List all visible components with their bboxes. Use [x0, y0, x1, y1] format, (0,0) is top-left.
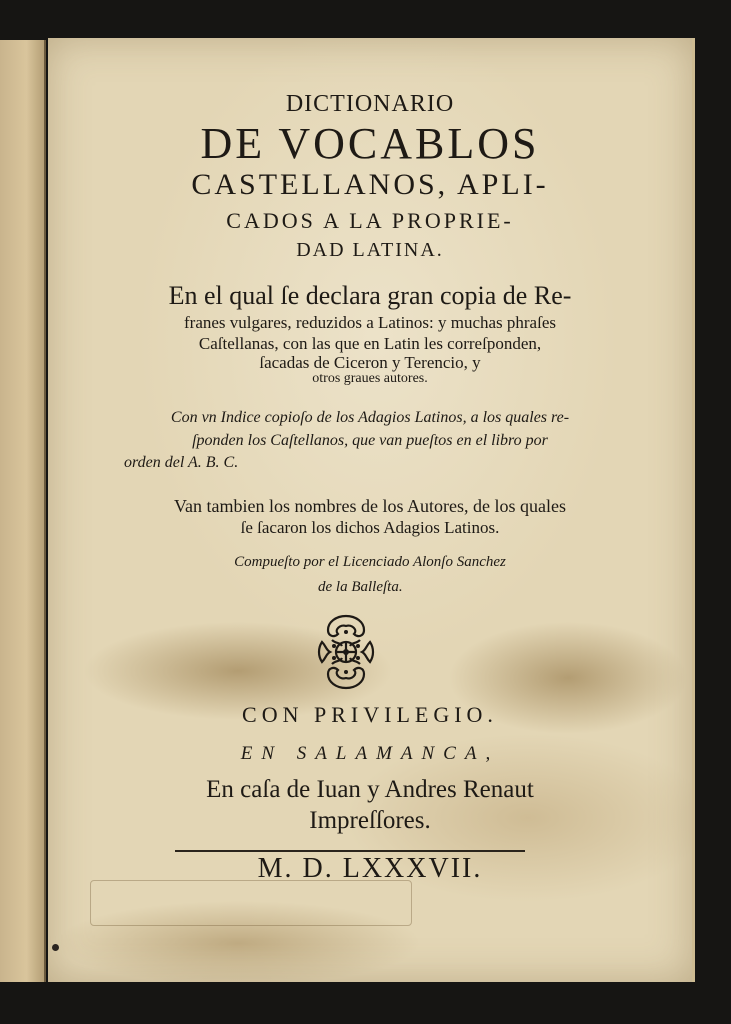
description-line-3: Caſtellanas, con las que en Latin les correſponden,	[198, 334, 542, 353]
title-line-1: DICTIONARIO	[285, 91, 455, 117]
facing-page-edge	[0, 40, 46, 982]
faded-stamp-mark	[90, 880, 412, 926]
description-line-1: En el qual ſe declara gran copia de Re-	[168, 281, 572, 310]
index-note-line-3: orden del A. B. C.	[124, 454, 239, 471]
privilege-line: CON PRIVILEGIO.	[242, 702, 498, 727]
title-line-3: CASTELLANOS, APLI-	[191, 168, 549, 201]
printers-line: Impreſſores.	[309, 807, 431, 834]
index-note-line-2: ſponden los Caſtellanos, que van pueſtos en el libro por	[192, 432, 548, 449]
description-line-5: otros graues autores.	[312, 371, 428, 386]
title-line-5: DAD LATINA.	[296, 239, 444, 261]
city-line: EN SALAMANCA,	[240, 743, 500, 764]
authors-note-line-2: ſe ſacaron los dichos Adagios Latinos.	[240, 518, 500, 537]
title-line-4: CADOS A LA PROPRIE-	[226, 208, 514, 233]
divider-rule	[175, 850, 525, 852]
printers-device-icon	[314, 612, 378, 692]
publication-year: M. D. LXXXVII.	[257, 853, 483, 884]
compiler-line-1: Compueſto por el Licenciado Alonſo Sanchez	[234, 554, 506, 570]
compiler-line-2: de la Balleſta.	[318, 579, 403, 595]
description-line-2: franes vulgares, reduzidos a Latinos: y muchas phraſes	[184, 313, 556, 332]
authors-note-line-1: Van tambien los nombres de los Autores, de los quales	[174, 496, 566, 516]
description-line-4: ſacadas de Ciceron y Terencio, y	[259, 353, 481, 372]
title-line-2: DE VOCABLOS	[200, 119, 540, 168]
index-note-line-1: Con vn Indice copioſo de los Adagios Latinos, a los quales re-	[170, 409, 570, 426]
ink-dot	[52, 944, 59, 951]
printing-house-line: En caſa de Iuan y Andres Renaut	[206, 776, 534, 803]
